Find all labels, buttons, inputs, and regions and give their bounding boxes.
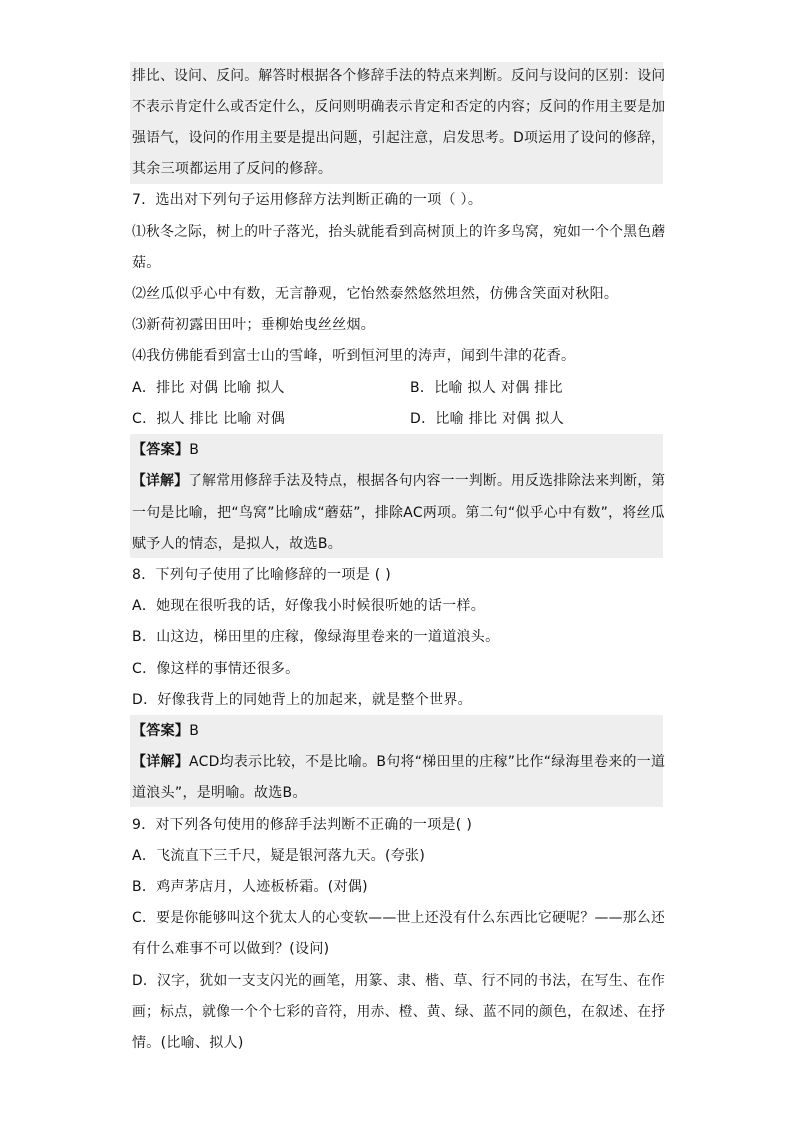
- q9-option-b: B．鸡声茅店月，人迹板桥霜。(对偶): [132, 879, 368, 895]
- q9-option-c-line-2: 有什么难事不可以做到？(设问): [132, 941, 330, 957]
- q9-option-a: A．飞流直下三千尺，疑是银河落九天。(夸张): [132, 848, 426, 864]
- q7-detail-line-1: [132, 471, 665, 491]
- q8-detail-line-1: [132, 752, 665, 772]
- prev-explain-line-3: 强语气，设问的作用主要是提出问题，引起注意，启发思考。D项运用了设问的修辞，: [132, 130, 666, 146]
- q7-option-d: D．比喻 排比 对偶 拟人: [410, 411, 565, 427]
- q8-option-c: C．像这样的事情还很多。: [132, 661, 300, 677]
- q7-sentence-2: ⑵丝瓜似乎心中有数，无言静观，它怡然泰然悠然坦然，仿佛含笑面对秋阳。: [132, 286, 619, 302]
- q9-option-c-line-1: C．要是你能够叫这个犹太人的心变软——世上还没有什么东西比它硬呢？——那么还: [132, 910, 666, 926]
- q7-answer-value: B: [189, 442, 200, 458]
- q9-option-d-line-3: 情。(比喻、拟人): [132, 1035, 244, 1051]
- q8-option-d: D．好像我背上的同她背上的加起来，就是整个世界。: [132, 692, 472, 708]
- q7-sentence-1-cont: 菇。: [132, 255, 161, 271]
- q7-stem: 7．选出对下列句子运用修辞方法判断正确的一项（ ）。: [132, 192, 483, 208]
- q8-detail-line-2: 道浪头”，是明喻。故选B。: [132, 785, 307, 801]
- q7-sentence-3: ⑶新荷初露田田叶；垂柳始曳丝丝烟。: [132, 317, 376, 333]
- q9-option-d-line-1: D．汉字，犹如一支支闪光的画笔，用篆、隶、楷、草、行不同的书法，在写生、在作: [132, 973, 666, 989]
- q8-answer-label: 【答案】: [132, 723, 190, 739]
- q8-answer-value: B: [189, 723, 200, 739]
- q7-option-b: B．比喻 拟人 对偶 排比: [410, 380, 563, 396]
- q7-detail-line-3: 赋予人的情态，是拟人，故选B。: [132, 536, 343, 552]
- q8-option-a: A．她现在很听我的话，好像我小时候很听她的话一样。: [132, 598, 486, 614]
- q7-detail-line-2: 一句是比喻，把“鸟窝”比喻成“蘑菇”，排除AC两项。第二句“似乎心中有数”，将丝瓜: [132, 505, 665, 521]
- q8-answer: [132, 721, 199, 741]
- q9-option-d-line-2: 画；标点，就像一个个七彩的音符，用赤、橙、黄、绿、蓝不同的颜色，在叙述、在抒: [132, 1004, 666, 1020]
- q7-answer-label: 【答案】: [132, 442, 190, 458]
- q7-detail-text-1: 了解常用修辞手法及特点，根据各句内容一一判断。用反选排除法来判断，第: [188, 473, 666, 489]
- q7-sentence-4: ⑷我仿佛能看到富士山的雪峰，听到恒河里的涛声，闻到牛津的花香。: [132, 348, 576, 364]
- q8-stem: 8．下列句子使用了比喻修辞的一项是 ( ): [132, 567, 392, 583]
- q7-answer: [132, 440, 199, 460]
- prev-explain-line-4: 其余三项都运用了反问的修辞。: [132, 161, 333, 177]
- q7-option-c: C．拟人 排比 比喻 对偶: [132, 411, 286, 427]
- q7-sentence-1: ⑴秋冬之际，树上的叶子落光，抬头就能看到高树顶上的许多鸟窝，宛如一个个黑色蘑: [132, 224, 666, 240]
- q8-detail-label: 【详解】: [132, 754, 189, 770]
- prev-explain-line-1: 排比、设问、反问。解答时根据各个修辞手法的特点来判断。反问与设问的区别：设问: [132, 68, 666, 84]
- q7-detail-label: 【详解】: [132, 473, 189, 489]
- prev-explain-line-2: 不表示肯定什么或否定什么，反问则明确表示肯定和否定的内容；反问的作用主要是加: [132, 99, 666, 115]
- q7-option-a: A．排比 对偶 比喻 拟人: [132, 380, 285, 396]
- q9-stem: 9．对下列各句使用的修辞手法判断不正确的一项是( ): [132, 817, 473, 833]
- q8-option-b: B．山这边，梯田里的庄稼，像绿海里卷来的一道道浪头。: [132, 629, 500, 645]
- q8-detail-text-1: ACD均表示比较，不是比喻。B句将“梯田里的庄稼”比作“绿海里卷来的一道: [188, 754, 666, 770]
